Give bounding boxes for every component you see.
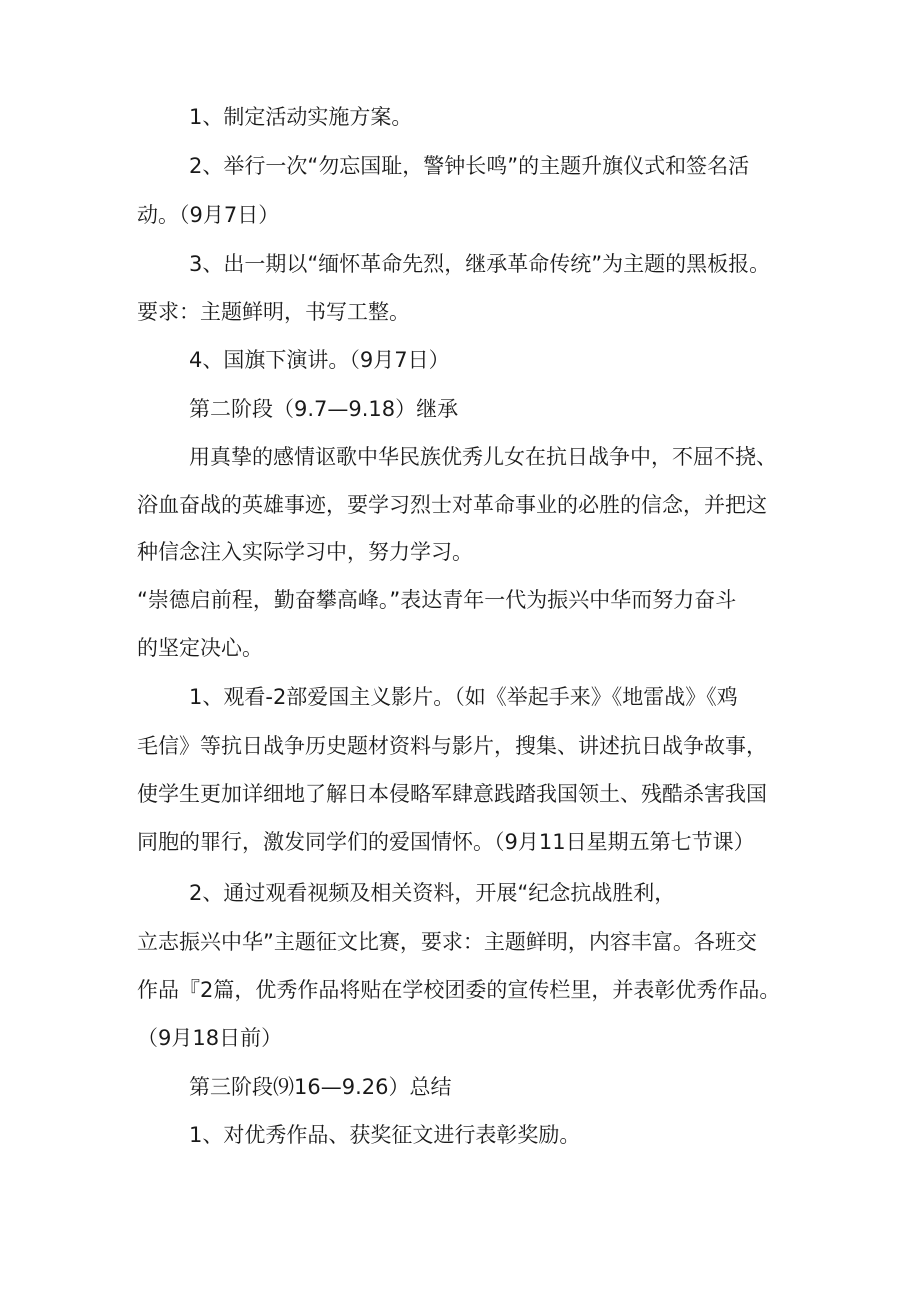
text-line: 动。（9月7日） (137, 203, 280, 227)
text-line: 1、对优秀作品、获奖征文进行表彰奖励。 (189, 1123, 581, 1147)
text-line: 要求：主题鲜明，书写工整。 (137, 300, 410, 324)
text-line: 的坚定决心。 (137, 636, 263, 660)
text-line: “崇德启前程，勤奋攀高峰。”表达青年一代为振兴中华而努力奋斗 (137, 588, 737, 612)
text-line: 1、观看-2部爱国主义影片。（如《举起手来》《地雷战》《鸡 (189, 685, 738, 709)
section-heading: 第三阶段⑼16—9.26）总结 (189, 1075, 452, 1099)
text-line: 1、制定活动实施方案。 (189, 105, 413, 129)
text-line: 使学生更加详细地了解日本侵略军肆意践踏我国领土、残酷杀害我国 (137, 782, 767, 806)
text-line: 同胞的罪行，激发同学们的爱国情怀。（9月11日星期五第七节课） (137, 830, 755, 854)
text-line: （9月18日前） (137, 1026, 283, 1050)
text-line: 作品『2篇，优秀作品将贴在学校团委的宣传栏里，并表彰优秀作品。 (137, 978, 781, 1002)
text-line: 浴血奋战的英雄事迹，要学习烈士对革命事业的必胜的信念，并把这 (137, 493, 767, 517)
text-line: 立志振兴中华”主题征文比赛，要求：主题鲜明，内容丰富。各班交 (137, 930, 757, 954)
text-line: 毛信》等抗日战争历史题材资料与影片，搜集、讲述抗日战争故事， (137, 734, 767, 758)
text-line: 2、举行一次“勿忘国耻，警钟长鸣”的主题升旗仪式和签名活 (189, 154, 750, 178)
text-line: 3、出一期以“缅怀革命先烈，继承革命传统”为主题的黑板报。 (189, 252, 771, 276)
text-line: 种信念注入实际学习中，努力学习。 (137, 540, 473, 564)
section-heading: 第二阶段（9.7—9.18）继承 (189, 397, 459, 421)
text-line: 4、国旗下演讲。（9月7日） (189, 348, 450, 372)
text-line: 用真挚的感情讴歌中华民族优秀儿女在抗日战争中，不屈不挠、 (189, 445, 777, 469)
text-line: 2、通过观看视频及相关资料，开展“纪念抗战胜利， (189, 881, 676, 905)
